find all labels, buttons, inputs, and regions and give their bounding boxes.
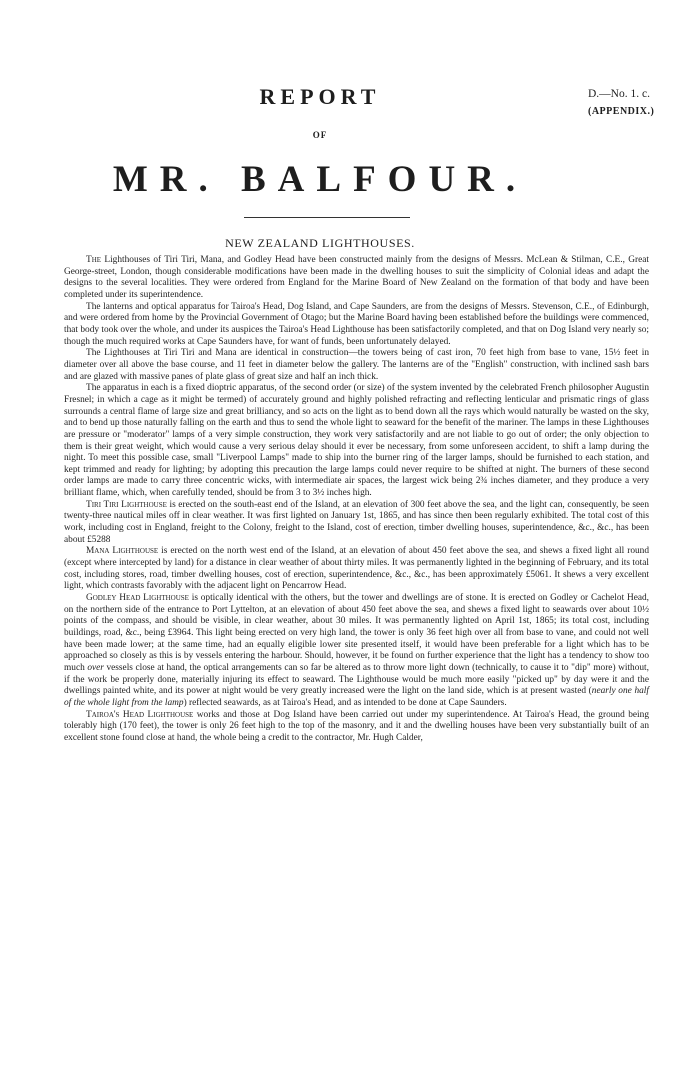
paragraph-lead: Mana Lighthouse (86, 546, 159, 557)
paragraph-tairoas-head (64, 710, 649, 745)
paragraph-tiri-tiri (64, 500, 649, 547)
section-heading: NEW ZEALAND LIGHTHOUSES. (225, 236, 415, 250)
title-divider-rule (244, 217, 410, 218)
paragraph-lead: Tairoa's Head Lighthouse (86, 709, 194, 720)
paragraph-text: The apparatus in each is a fixed dioptric apparatus, of the second order (or size) of the system invented by the celebrated French philosopher Augustin Fresnel; in which a cage as it might be termed) of accurately ground and highly polished refracting and reflecting lenticular and prismatic rings of glass surrounds a central flame of large size and great brilliancy, and so acts on the light as to bend down all the rays which would naturally be wasted on the sky, and to bend up those naturally falling on the earth and thus to send the whole light to seaward for the benefit of the mariner. The lamps in these Lighthouses are pressure or "moderator" lamps of a very simple construction, they work very satisfactorily and are not liable to go out of order; the only objection to them is their great weight, which would cause a very serious delay should it ever be necessary, from some unforeseen accident, to shift a lamp during the night. To meet this possible case, small "Liverpool Lamps" made to ship into the burner ring of the larger lamps, should be furnished to each station, and kept trimmed and ready for lighting; by adopting this precaution the large lamps could never require to be shifted at night. The burners of these second order lamps are made to carry three concentric wicks, with intermediate air spaces, the largest wick being 2¾ inches diameter, and they produce a very brilliant flame, which, when carefully tended, should be from 3 to 3½ inches high. (64, 383, 649, 499)
paragraph-text: The Lighthouses at Tiri Tiri and Mana are identical in construction—the towers being of cast iron, 70 feet high from base to vane, 15½ feet in diameter over all above the base course, and 11 feet in diameter below the gallery. The lanterns are of the "English" construction, with inclined sash bars and are glazed with massive panes of plate glass of great size and half an inch thick. (64, 348, 649, 382)
document-reference-appendix: (APPENDIX.) (588, 106, 655, 117)
report-title-of: OF (312, 130, 328, 140)
report-title: REPORT (259, 84, 381, 109)
paragraph-godley-head (64, 593, 649, 710)
paragraph-text: vessels close at hand, the optical arrangements can so far be altered as to throw more light down (technically, to cause it to "dip" more) without, if the work be properly done, materially injuring its effect to seaward. The Lighthouse would be much more easily "picked up" by day were it and the dwellings painted white, and its power at night would be very greatly increased were the light on the land side, which is at present wasted ( (64, 662, 649, 697)
paragraph-text: works and those at Dog Island have been carried out under my superintendence. At Tairoa's Head, the ground being tolerably high (170 feet), the tower is only 26 feet high to the top of the masonry, and it and the dwelling houses have been very substantially built of an excellent stone found close at hand, the whole being a credit to the contractor, Mr. Hugh Calder, (64, 709, 649, 743)
paragraph-introduction (64, 255, 649, 302)
paragraph-text: is erected on the north west end of the Island, at an elevation of about 450 feet above the sea, and shews a fixed light all round (except where intercepted by land) for a distance in clear weather of about thirty miles. It was permanently lighted in the beginning of February, and its total cost, including stores, road, timber dwelling houses, cost of erection, superintendence, &c., &c., has been approximately £5061. It shews a very excellent light, which contrasts favorably with the adjacent light on Pencarrow Head. (64, 546, 650, 592)
paragraph-apparatus (64, 383, 649, 500)
paragraph-emphasis: nearly one half of the whole light from the lamp (64, 686, 649, 708)
report-author-name: MR. BALFOUR. (112, 159, 528, 200)
paragraph-lead: Godley Head Lighthouse (86, 593, 189, 604)
paragraph-mana (64, 546, 649, 593)
paragraph-text: Lighthouses of Tiri Tiri, Mana, and Godley Head have been constructed mainly from the designs of Messrs. McLean & Stilman, C.E., Great George-street, London, though considerable modifications have been made in the dwelling houses to suit the simplicity of Colonial ideas and adapt the designs to the several localities. They were ordered from England for the Marine Board of New Zealand on the formation of that body and have been completed under its superintendence. (64, 255, 649, 300)
document-reference-number: D.—No. 1. c. (588, 88, 650, 100)
paragraph-construction (64, 348, 649, 383)
document-reference (588, 86, 696, 120)
paragraph-lead: The (86, 255, 102, 265)
paragraph-lanterns (64, 302, 649, 349)
paragraph-text: is optically identical with the others, but the tower and dwellings are of stone. It is erected on Godley or Cachelot Head, on the northern side of the entrance to Port Lyttelton, at an elevation of about 450 feet above the sea, and shews a fixed light to seawards over about 10½ points of the compass, and should be visible, in clear weather, about 30 miles. It was permanently lighted on April 1st, 1865; its total cost, including buildings, road, &c., being £3964. This light being erected on very high land, the tower is only 36 feet high over all from base to vane, and could not well have been made lower; at the same time, had an equally eligible lower site presented itself, it would have been preferable for a light which has to be approached so closely as this is by vessels entering the harbour. Should, however, it be found on further experience that the light has a tendency to show too much (64, 593, 649, 673)
paragraph-text: is erected on the south-east end of the Island, at an elevation of 300 feet above the sea, and the light can, consequently, be seen twenty-three nautical miles off in clear weather. It was first lighted on January 1st, 1865, and has since then been regularly exhibited. The total cost of this work, including cost in England, freight to the Colony, freight to the Island, cost of erection, timber dwelling houses, superintendence, &c., &c., has been about £5288 (64, 499, 649, 545)
report-body (64, 255, 649, 745)
paragraph-text: ) reflected seawards, as at Tairoa's Head, and as intended to be done at Cape Saunders. (183, 697, 507, 708)
paragraph-emphasis: over (87, 662, 104, 673)
paragraph-text: The lanterns and optical apparatus for Tairoa's Head, Dog Island, and Cape Saunders, are from the designs of Messrs. Stevenson, C.E., of Edinburgh, and were ordered from home by the Provincial Government of Otago; but the Marine Board having been established before the buildings were commenced, that body took over the whole, and under its auspices the Tairoa's Head Lighthouse has been satisfactorily completed, and that on Dog Island very nearly so; though the much required works at Cape Saunders have, for want of funds, been unfortunately delayed. (64, 301, 649, 347)
paragraph-lead: Tiri Tiri Lighthouse (86, 499, 167, 510)
